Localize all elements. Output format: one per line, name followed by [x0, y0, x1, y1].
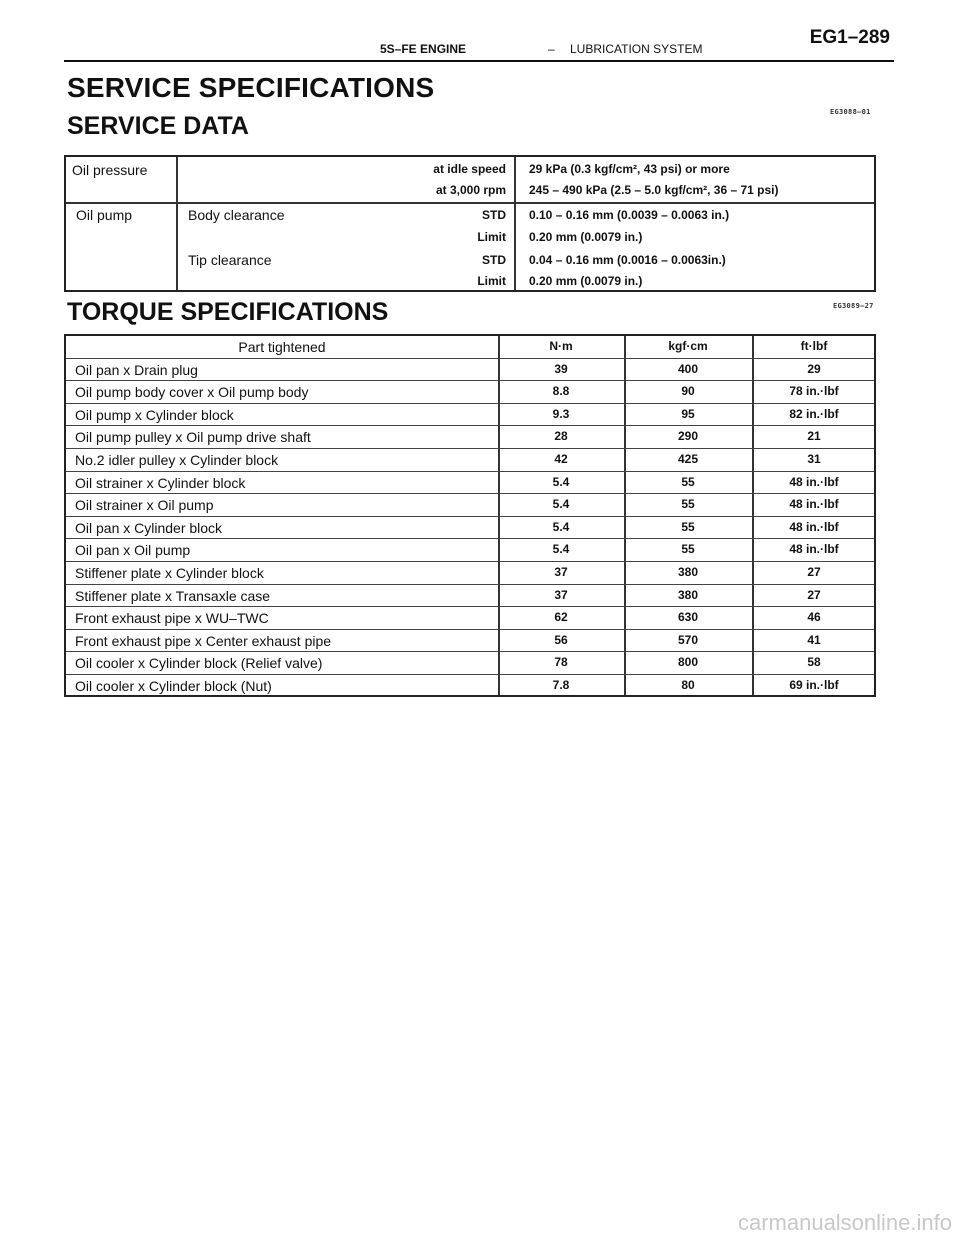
table-row — [66, 472, 874, 495]
kgfcm-cell: 630 — [677, 610, 699, 625]
kgfcm-cell: 55 — [681, 474, 695, 489]
header-nm: N·m — [549, 339, 573, 353]
sd-divider-1 — [176, 157, 178, 202]
oil-pump-label: Oil pump — [76, 207, 133, 223]
kgfcm-cell: 380 — [677, 587, 699, 602]
part-cell: Oil cooler x Cylinder block (Nut) — [75, 678, 272, 694]
nm-cell: 5.4 — [552, 474, 570, 489]
oil-pressure-label: Oil pressure — [72, 162, 148, 178]
part-cell: Oil pan x Cylinder block — [75, 519, 223, 536]
body-limit-value: 0.20 mm (0.0079 in.) — [529, 230, 643, 244]
tip-std-value: 0.04 – 0.16 mm (0.0016 – 0.0063in.) — [529, 253, 726, 267]
nm-cell: 8.8 — [552, 384, 570, 399]
table-row — [66, 585, 874, 608]
body-clearance-label: Body clearance — [188, 207, 285, 223]
ftlbf-cell: 78 in.·lbf — [789, 384, 839, 399]
table-row — [66, 494, 874, 517]
part-cell: Stiffener plate x Transaxle case — [75, 587, 271, 604]
table-row — [66, 675, 874, 698]
nm-cell: 39 — [554, 361, 568, 376]
idle-condition: at idle speed — [433, 162, 506, 176]
service-data-code: EG3088–01 — [830, 108, 871, 116]
table-row — [66, 404, 874, 427]
nm-cell: 7.8 — [552, 678, 570, 692]
ftlbf-cell: 69 in.·lbf — [789, 678, 839, 692]
kgfcm-cell: 55 — [681, 542, 695, 557]
header-separator: – — [548, 42, 555, 56]
body-std-value: 0.10 – 0.16 mm (0.0039 – 0.0063 in.) — [529, 208, 730, 222]
part-cell: Oil strainer x Oil pump — [75, 497, 214, 514]
part-cell: Front exhaust pipe x WU–TWC — [75, 610, 269, 627]
part-cell: Oil cooler x Cylinder block (Relief valve) — [75, 655, 323, 672]
part-cell: No.2 idler pulley x Cylinder block — [75, 452, 279, 468]
kgfcm-cell: 290 — [677, 429, 699, 444]
nm-cell: 78 — [554, 655, 568, 670]
title-service-specifications: SERVICE SPECIFICATIONS — [67, 72, 435, 103]
part-cell: Oil strainer x Cylinder block — [75, 474, 246, 491]
part-cell: Front exhaust pipe x Center exhaust pipe — [75, 632, 332, 649]
table-row — [66, 607, 874, 630]
sd-divider-1b — [176, 202, 178, 290]
kgfcm-cell: 55 — [681, 519, 695, 534]
header-ftlbf: ft·lbf — [800, 339, 828, 353]
part-cell: Oil pump pulley x Oil pump drive shaft — [75, 429, 311, 446]
ftlbf-cell: 48 in.·lbf — [789, 519, 839, 534]
kgfcm-cell: 800 — [677, 655, 699, 670]
kgfcm-cell: 90 — [681, 384, 695, 399]
part-cell: Oil pan x Oil pump — [75, 542, 191, 559]
kgfcm-cell: 570 — [677, 632, 699, 647]
nm-cell: 37 — [554, 565, 568, 579]
torque-table — [64, 334, 876, 697]
table-row — [66, 381, 874, 404]
table-row — [66, 630, 874, 653]
rpm-condition: at 3,000 rpm — [435, 183, 506, 197]
ftlbf-cell: 21 — [807, 429, 821, 444]
header-system: LUBRICATION SYSTEM — [570, 42, 703, 56]
service-data-table — [64, 155, 876, 292]
ftlbf-cell: 48 in.·lbf — [789, 542, 839, 557]
sd-divider-2 — [514, 157, 516, 290]
kgfcm-cell: 380 — [677, 565, 699, 579]
header-engine: 5S–FE ENGINE — [380, 42, 467, 56]
ftlbf-cell: 27 — [807, 565, 821, 579]
part-cell: Stiffener plate x Cylinder block — [75, 565, 264, 581]
kgfcm-cell: 55 — [681, 497, 695, 512]
nm-cell: 5.4 — [552, 497, 570, 512]
table-row — [66, 562, 874, 585]
table-row — [66, 517, 874, 540]
title-torque-specifications: TORQUE SPECIFICATIONS — [67, 298, 389, 326]
page-number: EG1–289 — [809, 27, 890, 48]
watermark: carmanualsonline.info — [737, 1210, 952, 1235]
kgfcm-cell: 425 — [677, 452, 699, 466]
part-cell: Oil pump body cover x Oil pump body — [75, 384, 309, 401]
ftlbf-cell: 41 — [807, 632, 821, 647]
nm-cell: 37 — [554, 587, 568, 602]
header-kgfcm: kgf·cm — [668, 339, 708, 353]
ftlbf-cell: 48 in.·lbf — [789, 497, 839, 512]
header-part: Part tightened — [238, 339, 326, 355]
idle-value: 29 kPa (0.3 kgf/cm², 43 psi) or more — [529, 162, 730, 176]
tip-clearance-label: Tip clearance — [188, 252, 272, 268]
sd-row-divider — [66, 202, 874, 204]
ftlbf-cell: 58 — [807, 655, 821, 670]
nm-cell: 28 — [554, 429, 568, 444]
nm-cell: 5.4 — [552, 542, 570, 557]
table-header-row — [66, 336, 874, 359]
nm-cell: 56 — [554, 632, 568, 647]
part-cell: Oil pan x Drain plug — [75, 361, 198, 378]
ftlbf-cell: 48 in.·lbf — [789, 474, 839, 489]
part-cell: Oil pump x Cylinder block — [75, 406, 234, 423]
ftlbf-cell: 31 — [807, 452, 821, 466]
ftlbf-cell: 46 — [807, 610, 821, 625]
table-row — [66, 426, 874, 449]
title-service-data: SERVICE DATA — [67, 112, 249, 140]
table-row — [66, 449, 874, 472]
table-row — [66, 652, 874, 675]
kgfcm-cell: 80 — [681, 678, 695, 692]
page-header — [64, 26, 894, 62]
tip-std-label: STD — [482, 253, 506, 267]
rpm-value: 245 – 490 kPa (2.5 – 5.0 kgf/cm², 36 – 71 psi) — [529, 183, 779, 197]
kgfcm-cell: 95 — [681, 406, 695, 421]
nm-cell: 62 — [554, 610, 568, 625]
table-row — [66, 539, 874, 562]
ftlbf-cell: 27 — [807, 587, 821, 602]
kgfcm-cell: 400 — [677, 361, 699, 376]
nm-cell: 5.4 — [552, 519, 570, 534]
body-std-label: STD — [482, 208, 506, 222]
nm-cell: 9.3 — [552, 406, 570, 421]
torque-code: EG3089–27 — [833, 302, 874, 310]
body-limit-label: Limit — [477, 230, 506, 244]
tip-limit-value: 0.20 mm (0.0079 in.) — [529, 274, 643, 288]
table-row — [66, 359, 874, 382]
ftlbf-cell: 82 in.·lbf — [789, 406, 839, 421]
ftlbf-cell: 29 — [807, 361, 821, 376]
nm-cell: 42 — [554, 452, 568, 466]
tip-limit-label: Limit — [477, 274, 506, 288]
